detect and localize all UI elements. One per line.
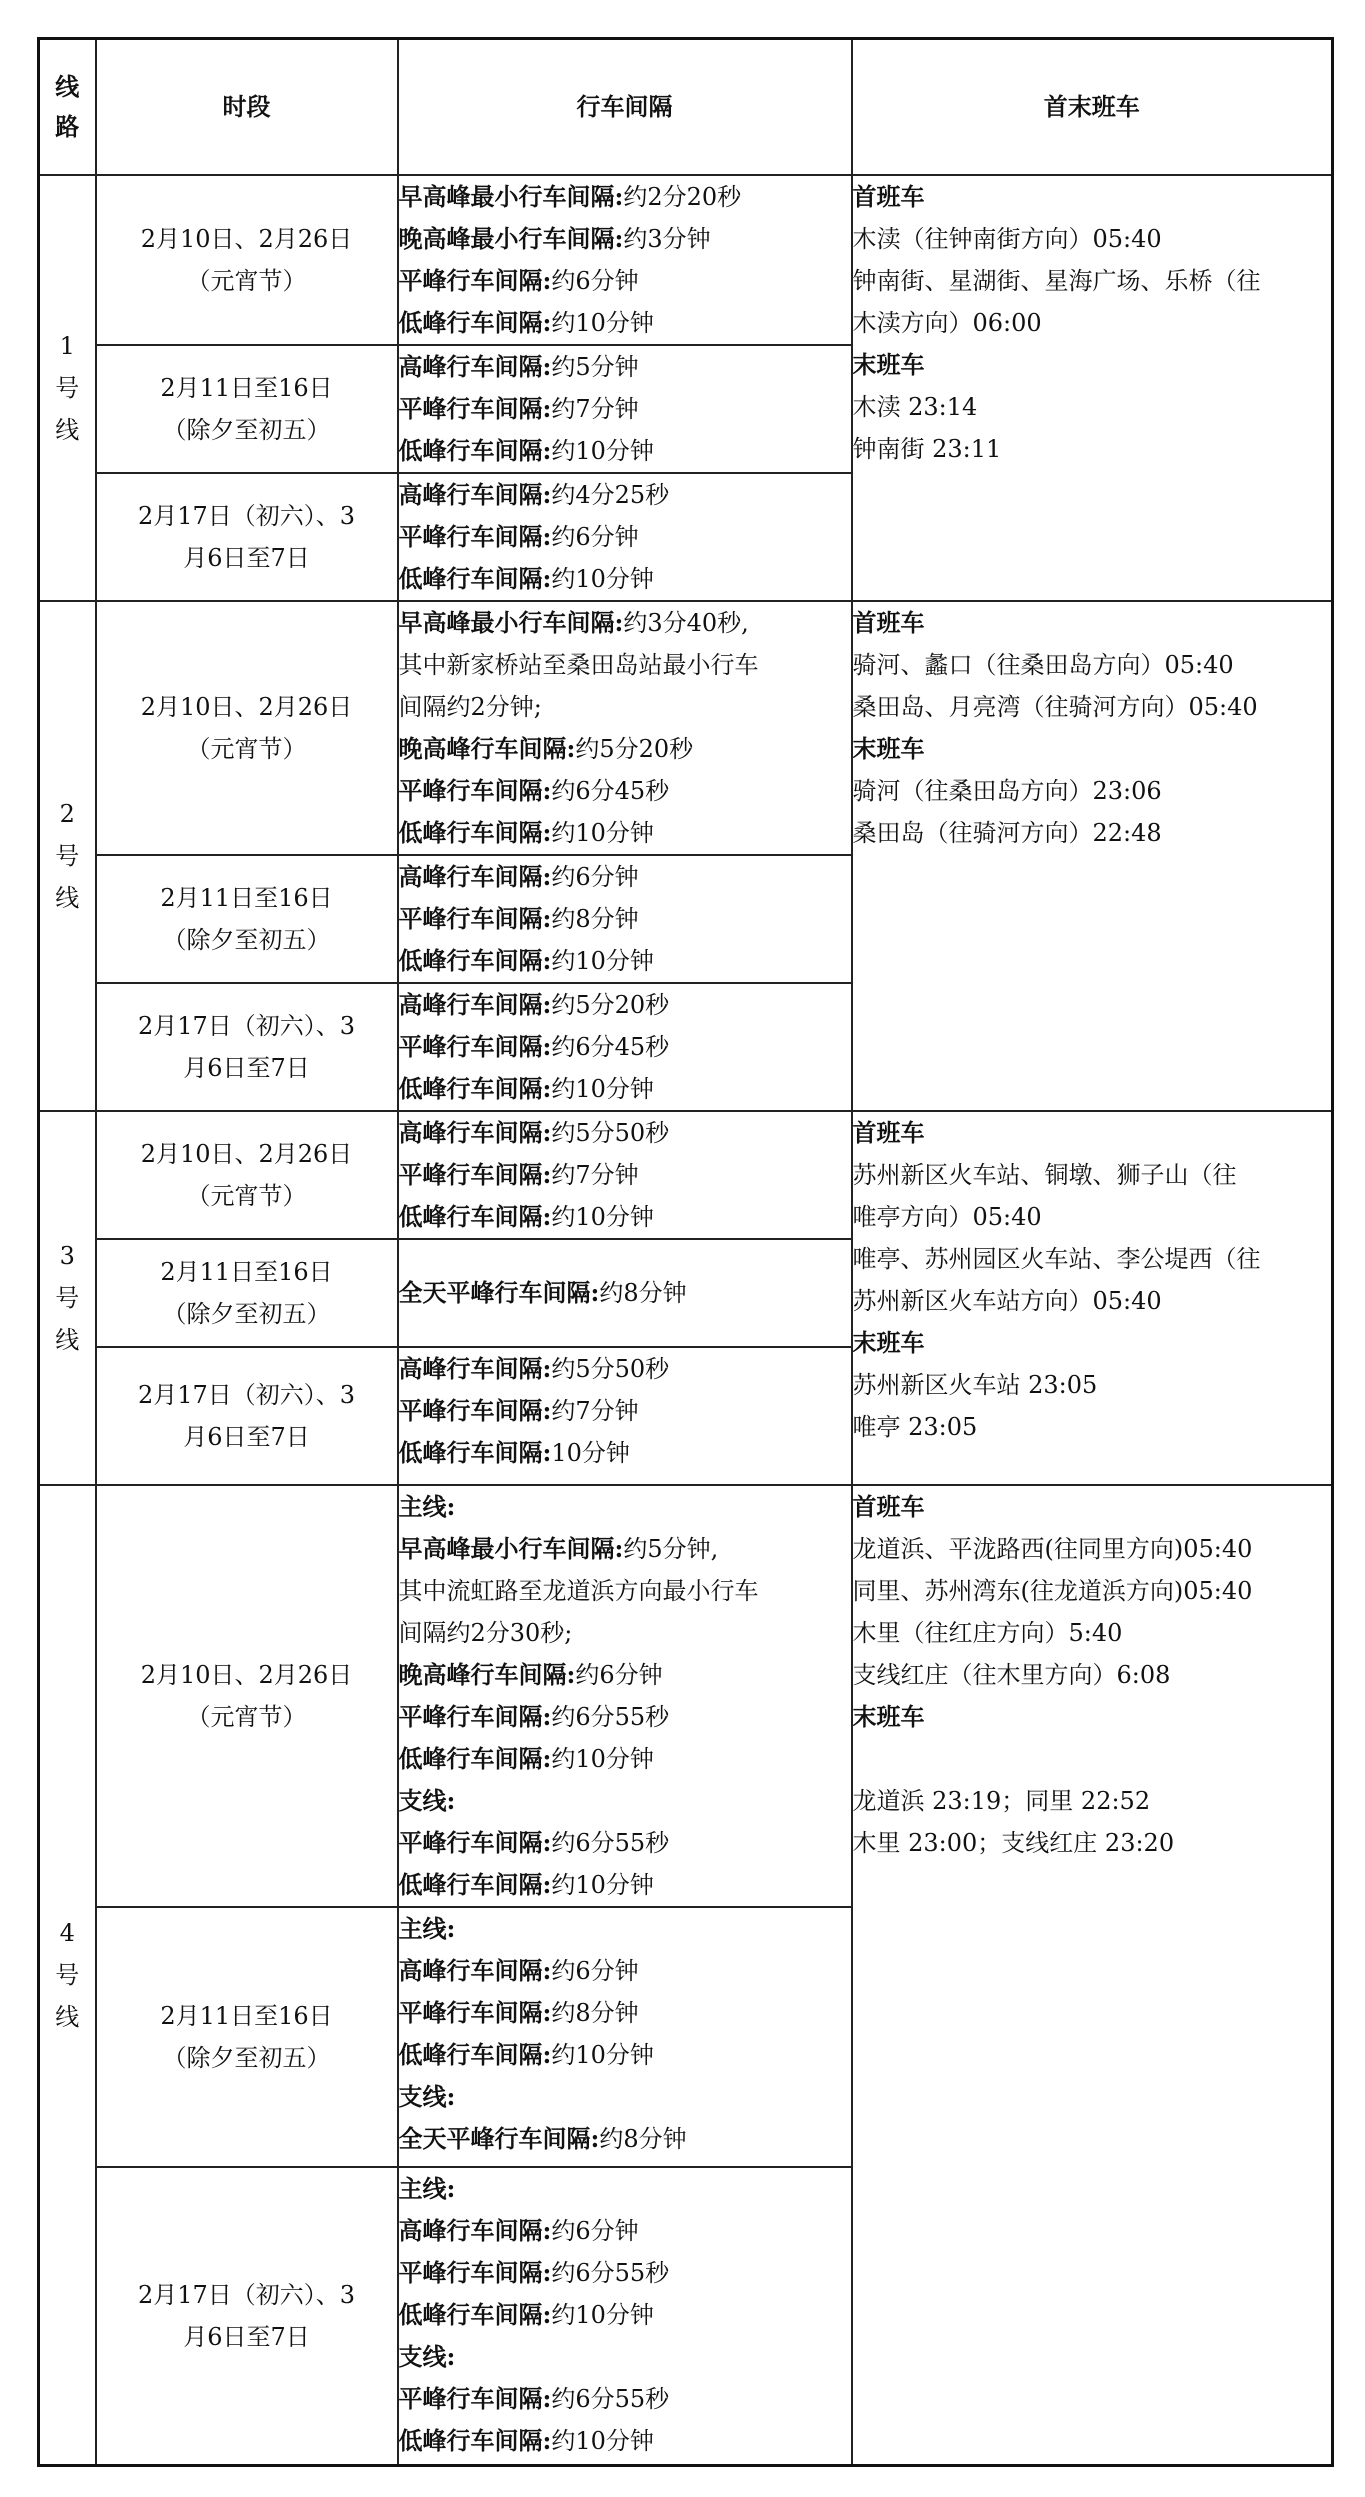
interval-line xyxy=(399,2118,851,2160)
interval-label: 低峰行车间隔: xyxy=(398,564,552,593)
interval-line xyxy=(399,2034,851,2076)
interval-value: 约5分钟, xyxy=(623,1535,719,1563)
first-last-text: 木渎 23:14 xyxy=(852,393,978,421)
period-text: 2月11日至16日 xyxy=(160,374,333,402)
interval-line xyxy=(399,2336,851,2378)
first-last-text xyxy=(853,1738,1332,1780)
first-last-heading: 首班车 xyxy=(852,608,925,637)
interval-label: 低峰行车间隔: xyxy=(398,1870,552,1899)
interval-cell xyxy=(398,473,852,601)
interval-line xyxy=(399,346,851,388)
interval-value: 约7分钟 xyxy=(551,1161,639,1189)
interval-cell xyxy=(398,601,852,855)
interval-line xyxy=(399,558,851,600)
interval-label: 高峰行车间隔: xyxy=(398,352,552,381)
first-last-cell xyxy=(852,1485,1333,2465)
period-text: 2月10日、2月26日 xyxy=(140,225,353,253)
line-name: 3号线 xyxy=(55,1242,80,1354)
period-text: 2月11日至16日 xyxy=(160,1258,333,1286)
period-text: 月6日至7日 xyxy=(183,1054,310,1082)
interval-line xyxy=(399,2378,851,2420)
interval-label: 全天平峰行车间隔: xyxy=(398,1278,600,1307)
interval-label: 平峰行车间隔: xyxy=(398,1828,552,1857)
interval-line xyxy=(399,940,851,982)
interval-cell xyxy=(398,175,852,345)
interval-value: 间隔约2分30秒; xyxy=(398,1619,573,1647)
interval-value: 约6分55秒 xyxy=(551,2259,670,2287)
interval-label: 支线: xyxy=(398,1786,456,1815)
first-last-text: 唯亭、苏州园区火车站、李公堤西（往 xyxy=(852,1245,1261,1273)
interval-value: 约6分钟 xyxy=(551,1957,639,1985)
interval-label: 早高峰最小行车间隔: xyxy=(398,608,624,637)
interval-value: 约6分55秒 xyxy=(551,2385,670,2413)
interval-line xyxy=(399,1864,851,1906)
interval-label: 高峰行车间隔: xyxy=(398,480,552,509)
first-last-heading: 末班车 xyxy=(852,350,925,379)
first-last-text: 骑河、蠡口（往桑田岛方向）05:40 xyxy=(852,651,1234,679)
interval-line xyxy=(399,1112,851,1154)
interval-value: 其中流虹路至龙道浜方向最小行车 xyxy=(398,1577,759,1605)
interval-value: 间隔约2分钟; xyxy=(398,693,542,721)
line-name-cell xyxy=(39,601,96,1111)
interval-label: 低峰行车间隔: xyxy=(398,436,552,465)
table-row xyxy=(39,601,1333,855)
interval-value: 约4分25秒 xyxy=(551,481,670,509)
interval-label: 低峰行车间隔: xyxy=(398,2040,552,2069)
interval-line xyxy=(399,856,851,898)
interval-line xyxy=(399,1992,851,2034)
interval-label: 高峰行车间隔: xyxy=(398,1956,552,1985)
interval-label: 主线: xyxy=(398,1492,456,1521)
interval-value: 约10分钟 xyxy=(551,437,654,465)
period-text: 2月17日（初六）、3 xyxy=(137,1012,356,1040)
interval-line xyxy=(399,898,851,940)
period-cell xyxy=(96,855,398,983)
period-text: 月6日至7日 xyxy=(183,2322,310,2351)
period-cell xyxy=(96,1907,398,2167)
interval-line xyxy=(399,2294,851,2336)
interval-value: 约6分钟 xyxy=(551,2217,639,2245)
interval-line xyxy=(399,176,851,218)
period-cell xyxy=(96,473,398,601)
interval-label: 平峰行车间隔: xyxy=(398,1032,552,1061)
interval-label: 全天平峰行车间隔: xyxy=(398,2124,600,2153)
first-last-cell xyxy=(852,1111,1333,1485)
interval-value: 约10分钟 xyxy=(551,2301,654,2329)
first-last-text: 唯亭 23:05 xyxy=(852,1413,978,1441)
interval-value: 约10分钟 xyxy=(551,1075,654,1103)
interval-line xyxy=(399,1154,851,1196)
interval-value: 约10分钟 xyxy=(551,819,654,847)
header-interval: 行车间隔 xyxy=(398,39,852,176)
interval-label: 晚高峰最小行车间隔: xyxy=(398,224,624,253)
interval-value: 约2分20秒 xyxy=(623,183,742,211)
interval-value: 约6分钟 xyxy=(551,267,639,295)
interval-value: 约10分钟 xyxy=(551,565,654,593)
first-last-text: 钟南街、星湖街、星海广场、乐桥（往 xyxy=(852,267,1261,295)
interval-cell xyxy=(398,1111,852,1239)
interval-value: 10分钟 xyxy=(551,1439,630,1467)
interval-line xyxy=(399,1026,851,1068)
interval-value: 约5分钟 xyxy=(551,353,639,381)
first-last-text: 支线红庄（往木里方向）6:08 xyxy=(852,1661,1171,1689)
line-name-cell xyxy=(39,1111,96,1485)
line-name: 4号线 xyxy=(55,1918,80,2031)
interval-cell xyxy=(398,345,852,473)
first-last-text: 钟南街 23:11 xyxy=(852,435,1002,463)
interval-value: 约3分钟 xyxy=(623,225,711,253)
interval-label: 晚高峰行车间隔: xyxy=(398,1660,576,1689)
interval-line xyxy=(399,260,851,302)
table-row xyxy=(39,1485,1333,1907)
interval-value: 约10分钟 xyxy=(551,947,654,975)
interval-line xyxy=(399,1432,851,1474)
period-cell xyxy=(96,1347,398,1485)
period-cell xyxy=(96,345,398,473)
period-cell xyxy=(96,601,398,855)
interval-value: 约10分钟 xyxy=(551,1745,654,1773)
period-text: 2月10日、2月26日 xyxy=(140,693,353,721)
interval-line xyxy=(399,812,851,854)
period-text: （除夕至初五） xyxy=(162,416,331,444)
interval-line xyxy=(399,516,851,558)
interval-cell xyxy=(398,1907,852,2167)
interval-label: 平峰行车间隔: xyxy=(398,776,552,805)
period-text: （元宵节） xyxy=(186,1703,307,1731)
interval-line xyxy=(399,2252,851,2294)
period-cell xyxy=(96,175,398,345)
period-cell xyxy=(96,1485,398,1907)
interval-line xyxy=(399,1068,851,1110)
interval-line xyxy=(399,1738,851,1780)
period-text: 2月17日（初六）、3 xyxy=(137,502,356,530)
interval-value: 约8分钟 xyxy=(599,2125,687,2153)
first-last-text: 唯亭方向）05:40 xyxy=(852,1203,1042,1231)
interval-label: 平峰行车间隔: xyxy=(398,1396,552,1425)
period-text: （元宵节） xyxy=(186,267,307,295)
period-text: （除夕至初五） xyxy=(162,2044,331,2072)
first-last-cell xyxy=(852,601,1333,1111)
interval-value: 约5分50秒 xyxy=(551,1355,670,1383)
interval-label: 低峰行车间隔: xyxy=(398,946,552,975)
first-last-text: 木渎方向）06:00 xyxy=(852,309,1042,337)
header-first-last: 首末班车 xyxy=(852,39,1333,176)
interval-line xyxy=(399,770,851,812)
interval-label: 高峰行车间隔: xyxy=(398,2216,552,2245)
interval-label: 低峰行车间隔: xyxy=(398,308,552,337)
period-cell xyxy=(96,1239,398,1347)
interval-value: 约6分55秒 xyxy=(551,1829,670,1857)
line-name-cell xyxy=(39,1485,96,2465)
first-last-text: 桑田岛（往骑河方向）22:48 xyxy=(852,819,1162,847)
interval-label: 高峰行车间隔: xyxy=(398,1118,552,1147)
interval-value: 约7分钟 xyxy=(551,1397,639,1425)
period-text: 2月10日、2月26日 xyxy=(140,1661,353,1689)
interval-label: 平峰行车间隔: xyxy=(398,1998,552,2027)
interval-label: 平峰行车间隔: xyxy=(398,1160,552,1189)
first-last-text: 木里（往红庄方向）5:40 xyxy=(852,1619,1123,1647)
interval-value: 约3分40秒, xyxy=(623,609,749,637)
interval-value: 约5分20秒 xyxy=(551,991,670,1019)
interval-label: 支线: xyxy=(398,2342,456,2371)
interval-cell xyxy=(398,855,852,983)
first-last-heading: 首班车 xyxy=(852,1492,925,1521)
first-last-text: 骑河（往桑田岛方向）23:06 xyxy=(852,777,1162,805)
interval-label: 支线: xyxy=(398,2082,456,2111)
interval-label: 平峰行车间隔: xyxy=(398,1702,552,1731)
interval-line xyxy=(399,984,851,1026)
interval-value: 约5分20秒 xyxy=(575,735,694,763)
interval-line xyxy=(399,1196,851,1238)
interval-cell xyxy=(398,983,852,1111)
interval-label: 平峰行车间隔: xyxy=(398,266,552,295)
interval-label: 平峰行车间隔: xyxy=(398,904,552,933)
interval-label: 低峰行车间隔: xyxy=(398,2426,552,2455)
table-header-row xyxy=(39,39,1333,176)
interval-label: 平峰行车间隔: xyxy=(398,2384,552,2413)
interval-line xyxy=(399,1696,851,1738)
interval-label: 高峰行车间隔: xyxy=(398,990,552,1019)
interval-label: 高峰行车间隔: xyxy=(398,1354,552,1383)
interval-value: 约7分钟 xyxy=(551,395,639,423)
interval-line xyxy=(399,1486,851,1528)
first-last-heading: 末班车 xyxy=(852,734,925,763)
interval-line xyxy=(399,302,851,344)
first-last-heading: 首班车 xyxy=(852,1118,925,1147)
interval-value: 约10分钟 xyxy=(551,1871,654,1899)
period-text: 2月17日（初六）、3 xyxy=(137,1381,356,1409)
period-text: （元宵节） xyxy=(186,735,307,763)
interval-value: 约5分50秒 xyxy=(551,1119,670,1147)
interval-line xyxy=(399,1950,851,1992)
interval-line xyxy=(399,1272,851,1314)
interval-value: 约10分钟 xyxy=(551,1203,654,1231)
interval-label: 低峰行车间隔: xyxy=(398,1074,552,1103)
interval-value: 约10分钟 xyxy=(551,2427,654,2455)
interval-value: 其中新家桥站至桑田岛站最小行车 xyxy=(398,651,759,679)
first-last-text: 同里、苏州湾东(往龙道浜方向)05:40 xyxy=(852,1577,1253,1605)
interval-cell xyxy=(398,1485,852,1907)
first-last-text: 苏州新区火车站方向）05:40 xyxy=(852,1287,1162,1315)
first-last-heading: 首班车 xyxy=(852,182,925,211)
table-row xyxy=(39,1111,1333,1239)
line-name: 2号线 xyxy=(55,800,80,912)
interval-cell xyxy=(398,1347,852,1485)
first-last-cell xyxy=(852,175,1333,601)
interval-line xyxy=(399,388,851,430)
first-last-heading: 末班车 xyxy=(852,1328,925,1357)
interval-label: 主线: xyxy=(398,2174,456,2203)
interval-label: 晚高峰行车间隔: xyxy=(398,734,576,763)
interval-line xyxy=(399,2076,851,2118)
table-row xyxy=(39,175,1333,345)
period-text: 2月11日至16日 xyxy=(160,884,333,912)
schedule-table xyxy=(37,37,1334,2467)
interval-label: 平峰行车间隔: xyxy=(398,394,552,423)
interval-value: 约8分钟 xyxy=(551,905,639,933)
period-text: （除夕至初五） xyxy=(162,926,331,954)
interval-value: 约6分45秒 xyxy=(551,777,670,805)
period-text: 2月17日（初六）、3 xyxy=(137,2280,356,2309)
interval-label: 低峰行车间隔: xyxy=(398,2300,552,2329)
header-period: 时段 xyxy=(96,39,398,176)
interval-value: 约6分钟 xyxy=(551,863,639,891)
period-text: 月6日至7日 xyxy=(183,544,310,572)
interval-line xyxy=(399,1780,851,1822)
first-last-text: 龙道浜 23:19；同里 22:52 xyxy=(852,1787,1151,1815)
first-last-text: 桑田岛、月亮湾（往骑河方向）05:40 xyxy=(852,693,1258,721)
interval-line xyxy=(399,1822,851,1864)
first-last-text: 龙道浜、平泷路西(往同里方向)05:40 xyxy=(852,1535,1253,1563)
interval-label: 早高峰最小行车间隔: xyxy=(398,1534,624,1563)
interval-line xyxy=(399,2168,851,2210)
interval-line xyxy=(399,218,851,260)
interval-value: 约10分钟 xyxy=(551,309,654,337)
first-last-text: 木渎（往钟南街方向）05:40 xyxy=(852,225,1162,253)
period-cell xyxy=(96,983,398,1111)
interval-line xyxy=(399,1908,851,1950)
interval-line xyxy=(399,686,851,728)
first-last-text: 苏州新区火车站、铜墩、狮子山（往 xyxy=(852,1161,1237,1189)
first-last-text: 苏州新区火车站 23:05 xyxy=(852,1371,1098,1399)
interval-label: 早高峰最小行车间隔: xyxy=(398,182,624,211)
interval-label: 低峰行车间隔: xyxy=(398,1202,552,1231)
interval-line xyxy=(399,728,851,770)
interval-label: 低峰行车间隔: xyxy=(398,818,552,847)
interval-line xyxy=(399,1348,851,1390)
period-text: （除夕至初五） xyxy=(162,1300,331,1328)
interval-value: 约6分钟 xyxy=(551,523,639,551)
period-text: 2月11日至16日 xyxy=(160,2002,333,2030)
interval-label: 平峰行车间隔: xyxy=(398,2258,552,2287)
interval-value: 约8分钟 xyxy=(551,1999,639,2027)
interval-line xyxy=(399,2210,851,2252)
table-body xyxy=(39,175,1333,2465)
interval-line xyxy=(399,1612,851,1654)
line-name: 1号线 xyxy=(55,332,80,444)
interval-line xyxy=(399,430,851,472)
interval-label: 高峰行车间隔: xyxy=(398,862,552,891)
interval-label: 主线: xyxy=(398,1914,456,1943)
period-cell xyxy=(96,1111,398,1239)
interval-label: 低峰行车间隔: xyxy=(398,1744,552,1773)
interval-line xyxy=(399,1528,851,1570)
period-text: 2月10日、2月26日 xyxy=(140,1140,353,1168)
line-name-cell xyxy=(39,175,96,601)
interval-label: 平峰行车间隔: xyxy=(398,522,552,551)
interval-value: 约6分45秒 xyxy=(551,1033,670,1061)
interval-line xyxy=(399,1390,851,1432)
interval-cell xyxy=(398,2167,852,2465)
interval-cell xyxy=(398,1239,852,1347)
interval-value: 约6分55秒 xyxy=(551,1703,670,1731)
interval-line xyxy=(399,1570,851,1612)
first-last-text: 木里 23:00；支线红庄 23:20 xyxy=(852,1829,1175,1857)
interval-value: 约6分钟 xyxy=(575,1661,663,1689)
header-line: 线路 xyxy=(39,39,96,176)
period-text: （元宵节） xyxy=(186,1182,307,1210)
interval-label: 低峰行车间隔: xyxy=(398,1438,552,1467)
first-last-heading: 末班车 xyxy=(852,1702,925,1731)
interval-line xyxy=(399,2420,851,2462)
interval-value: 约8分钟 xyxy=(599,1279,687,1307)
interval-line xyxy=(399,474,851,516)
interval-line xyxy=(399,602,851,644)
interval-line xyxy=(399,1654,851,1696)
period-cell xyxy=(96,2167,398,2465)
period-text: 月6日至7日 xyxy=(183,1423,310,1451)
interval-value: 约10分钟 xyxy=(551,2041,654,2069)
interval-line xyxy=(399,644,851,686)
